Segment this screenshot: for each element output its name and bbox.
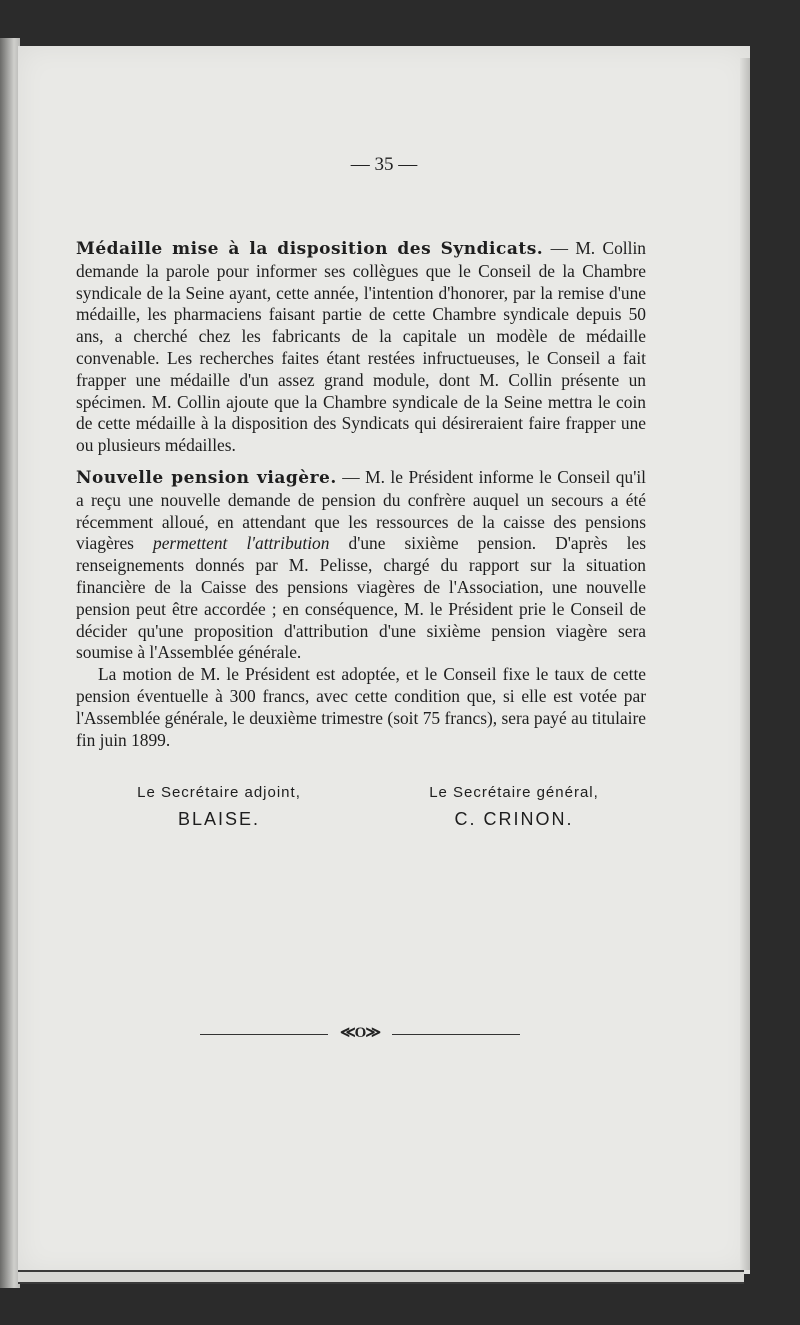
paragraph-pension (76, 467, 646, 664)
section-heading-medaille: Médaille mise à la disposition des Syndicats. (76, 239, 544, 259)
signature-right-name: C. CRINON. (454, 809, 574, 829)
paragraph-medaille (76, 238, 646, 457)
ornamental-divider (200, 1023, 520, 1043)
paragraph-pension-text-1: — M. le Président informe le Conseil qu'il a reçu une nouvelle demande de pension du confrère auquel un secours a été récemment alloué, en attendant que les ressources de la caisse des pensions viagères (76, 466, 646, 554)
body-text (76, 238, 646, 751)
page-bottom-edge (18, 1270, 744, 1284)
section-heading-pension: Nouvelle pension viagère. (76, 467, 337, 488)
signature-left-name: BLAISE. (177, 809, 261, 829)
page-right-edge (740, 58, 750, 1270)
document-page (18, 46, 750, 1274)
page-number: — 35 — (350, 154, 418, 175)
adjacent-page-edge (0, 38, 20, 1288)
signature-left (104, 784, 334, 830)
paragraph-pension-italic: permettent l'attribution (153, 533, 330, 554)
signature-left-title: Le Secrétaire adjoint, (137, 784, 301, 801)
divider-line-left (200, 1034, 328, 1035)
divider-line-right (392, 1034, 520, 1035)
paragraph-medaille-text: — M. Collin demande la parole pour informer ses collègues que le Conseil de la Chambre syndicale de la Seine ayant, cette année, l'intention d'honorer, par la remise d'une médaille, les pharmaciens faisant partie de cette Chambre syndicale depuis 50 ans, a cherché chez les fabricants de la capitale un modèle de médaille convenable. Les recherches faites étant restées infructueuses, le Conseil a fait frapper une médaille d'un assez grand module, dont M. Collin présente un spécimen. M. Collin ajoute que la Chambre syndicale de la Seine mettra le coin de cette médaille à la disposition des Syndicats qui désireraient faire frapper une ou plusieurs médailles. (76, 238, 646, 456)
signature-right-title: Le Secrétaire général, (429, 784, 599, 801)
paragraph-pension-text-2: d'une sixième pension. D'après les renseignements donnés par M. Pelisse, chargé du rapport sur la situation financière de la Caisse des pensions viagères de l'Association, une nouvelle pension peut être accordée ; en conséquence, M. le Président prie le Conseil de décider qu'une proposition d'attribution d'une sixième pension viagère sera soumise à l'Assemblée générale. (76, 533, 646, 663)
signature-right (384, 784, 644, 830)
paragraph-motion: La motion de M. le Président est adoptée, et le Conseil fixe le taux de cette pension éventuelle à 300 francs, avec cette condition que, si elle est votée par l'Assemblée générale, le deuxième trimestre (soit 75 francs), sera payé au titulaire fin juin 1899. (76, 664, 646, 750)
ornament-glyph: ≪O≫ (339, 1025, 381, 1041)
